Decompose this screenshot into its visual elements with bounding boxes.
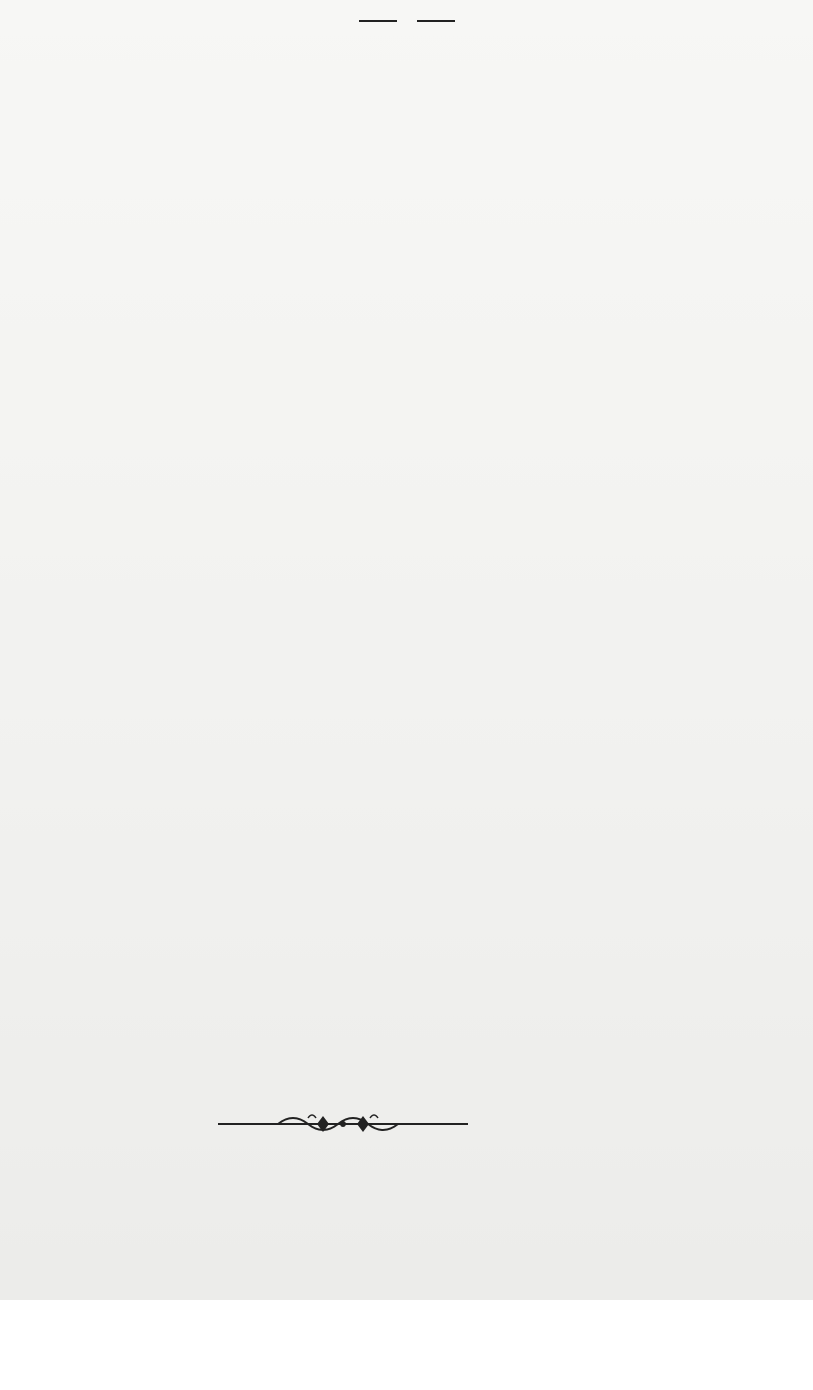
bleed-through-text: [60, 180, 760, 188]
watermark-footer: [0, 1300, 813, 1390]
page-number-dash-left: [359, 20, 397, 22]
page-number: [0, 0, 813, 36]
page-number-dash-right: [417, 20, 455, 22]
ornament-rule-icon: [218, 1110, 468, 1138]
